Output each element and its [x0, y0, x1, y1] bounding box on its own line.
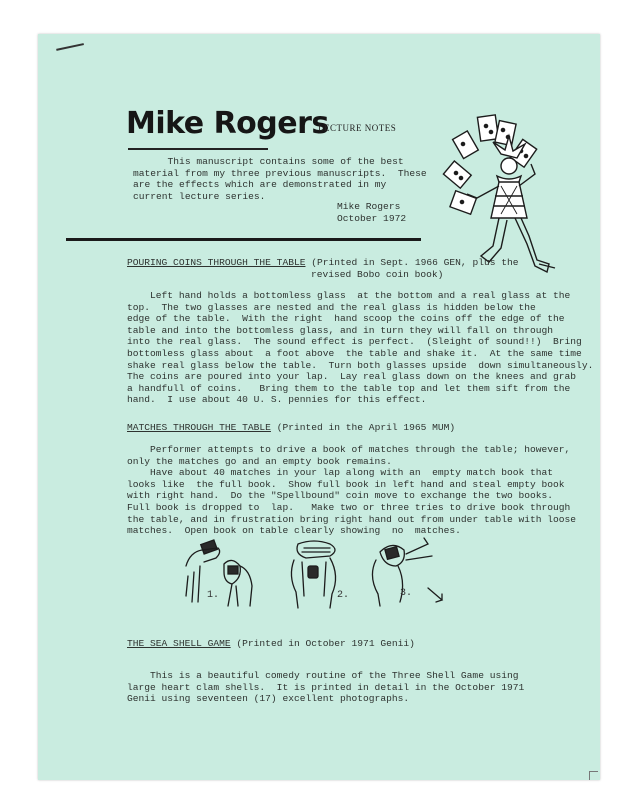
body-line: into the real glass. The sound effect is perfect. (Sleight of sound!!) Bring	[127, 336, 582, 348]
page-title: Mike Rogers	[126, 106, 329, 141]
body-line: matches. Open book on table clearly showing no matches.	[127, 525, 461, 537]
body-line: top. The two glasses are nested and the real glass is hidden below the	[127, 301, 536, 313]
intro-line: material from my three previous manuscripts. These	[133, 167, 427, 179]
body-line: The coins are poured into your lap. Lay real glass down on the knees and grab	[127, 371, 577, 383]
intro-line: current lecture series.	[133, 190, 266, 202]
section-matches-body	[127, 444, 576, 537]
body-line: edge of the table. With the right hand scoop the coins off the edge of the	[127, 313, 565, 325]
section-coins-heading-row	[127, 257, 519, 269]
hands-illustration	[180, 536, 460, 610]
body-line: the table, and in frustration bring right hand out from under table with loose	[127, 513, 577, 525]
body-line: a handfull of coins. Bring them to the table top and let them sift from the	[127, 382, 571, 394]
section-note: (Printed in October 1971 Genii)	[230, 638, 415, 649]
section-note-line2: revised Bobo coin book)	[311, 269, 444, 280]
figure-number: 3.	[400, 588, 413, 599]
section-heading: POURING COINS THROUGH THE TABLE	[127, 257, 306, 268]
section-coins-body	[127, 290, 593, 406]
intro-line: This manuscript contains some of the best	[133, 156, 404, 167]
document-page	[38, 34, 600, 780]
body-line: large heart clam shells. It is printed in detail in the October 1971	[127, 681, 525, 693]
signature	[337, 201, 406, 224]
body-line: Genii using seventeen (17) excellent photographs.	[127, 693, 410, 705]
signature-name: Mike Rogers	[337, 201, 401, 212]
section-note: (Printed in Sept. 1966 GEN, plus the	[305, 257, 519, 268]
figure-number: 2.	[337, 590, 350, 601]
body-line: table and into the bottomless glass, and in turn they will fall on through	[127, 324, 554, 336]
section-note: (Printed in the April 1965 MUM)	[270, 422, 456, 433]
signature-date: October 1972	[337, 212, 407, 224]
pen-mark	[56, 43, 84, 50]
page-subtitle: LECTURE NOTES	[318, 123, 397, 133]
jester-illustration	[431, 106, 561, 282]
intro-line: are the effects which are demonstrated in my	[133, 179, 387, 191]
page-corner-mark	[589, 771, 598, 780]
body-line: Have about 40 matches in your lap along with an empty match book that	[127, 467, 554, 479]
section-matches-heading-row	[127, 422, 455, 434]
body-line: hand. I use about 40 U. S. pennies for this effect.	[127, 394, 427, 406]
body-line: with right hand. Do the "Spellbound" coin move to exchange the two books.	[127, 490, 554, 502]
body-line: This is a beautiful comedy routine of the Three Shell Game using	[127, 670, 519, 681]
section-heading: THE SEA SHELL GAME	[127, 638, 231, 649]
body-line: only the matches go and an empty book remains.	[127, 455, 392, 467]
figure-number: 1.	[207, 590, 220, 601]
intro-text	[133, 156, 427, 202]
body-line: looks like the full book. Show full book in left hand and steal empty book	[127, 478, 565, 490]
section-divider	[66, 238, 421, 241]
body-line: shake real glass below the table. Turn both glasses upside down simultaneously.	[127, 359, 594, 371]
body-line: Left hand holds a bottomless glass at the bottom and a real glass at the	[127, 290, 571, 301]
title-underline	[128, 148, 268, 150]
section-heading: MATCHES THROUGH THE TABLE	[127, 422, 271, 433]
body-line: Performer attempts to drive a book of matches through the table; however,	[127, 444, 571, 455]
body-line: Full book is dropped to lap. Make two or three tries to drive book through	[127, 501, 571, 513]
section-shell-heading-row	[127, 638, 415, 650]
section-shell-body	[127, 670, 524, 705]
body-line: bottomless glass about a foot above the table and shake it. At the same time	[127, 347, 582, 359]
